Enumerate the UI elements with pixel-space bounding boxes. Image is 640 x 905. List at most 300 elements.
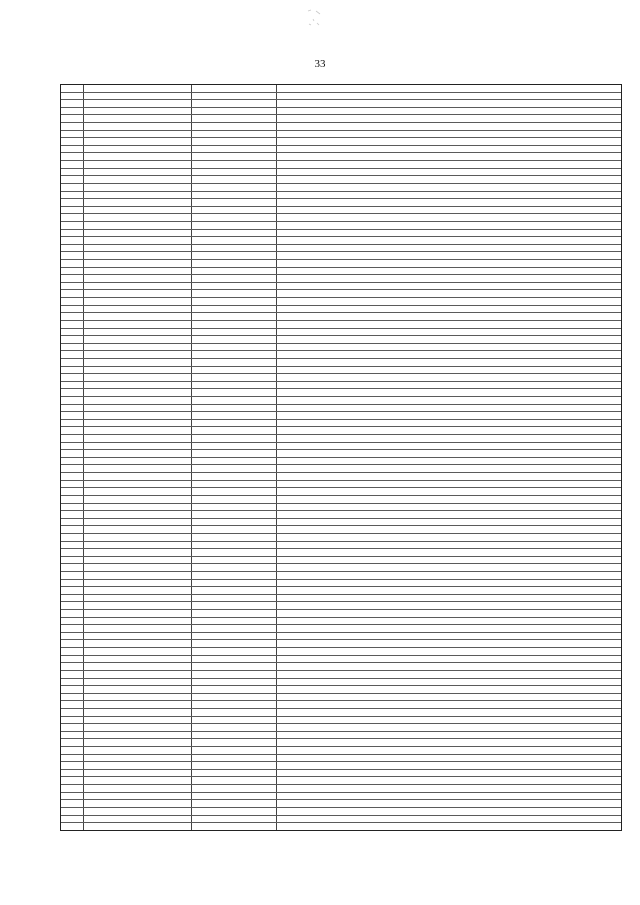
table-cell: [192, 93, 277, 100]
table-cell: [61, 351, 84, 358]
table-cell: [61, 237, 84, 244]
table-cell: [192, 389, 277, 396]
table-cell: [61, 123, 84, 130]
table-cell: [192, 374, 277, 381]
table-cell: [61, 526, 84, 533]
table-cell: [61, 131, 84, 138]
table-cell: [84, 686, 192, 693]
table-cell: [192, 199, 277, 206]
table-cell: [61, 138, 84, 145]
table-row: [61, 618, 621, 626]
table-row: [61, 252, 621, 260]
table-cell: [84, 526, 192, 533]
table-cell: [84, 625, 192, 632]
table-row: [61, 732, 621, 740]
table-cell: [84, 374, 192, 381]
table-cell: [61, 336, 84, 343]
table-row: [61, 123, 621, 131]
table-cell: [84, 427, 192, 434]
table-cell: [84, 793, 192, 800]
table-row: [61, 770, 621, 778]
table-row: [61, 298, 621, 306]
table-cell: [61, 161, 84, 168]
table-cell: [192, 214, 277, 221]
table-cell: [84, 549, 192, 556]
table-cell: [277, 580, 621, 587]
table-row: [61, 564, 621, 572]
table-cell: [84, 298, 192, 305]
table-cell: [277, 283, 621, 290]
table-row: [61, 443, 621, 451]
table-cell: [61, 816, 84, 823]
table-cell: [192, 686, 277, 693]
table-cell: [84, 755, 192, 762]
table-cell: [192, 108, 277, 115]
table-cell: [192, 237, 277, 244]
table-cell: [84, 542, 192, 549]
table-cell: [84, 656, 192, 663]
table-cell: [84, 724, 192, 731]
table-cell: [192, 443, 277, 450]
table-row: [61, 724, 621, 732]
table-cell: [84, 633, 192, 640]
table-row: [61, 389, 621, 397]
table-cell: [61, 732, 84, 739]
table-cell: [277, 252, 621, 259]
table-cell: [192, 671, 277, 678]
table-cell: [192, 694, 277, 701]
table-row: [61, 450, 621, 458]
table-cell: [277, 816, 621, 823]
table-row: [61, 108, 621, 116]
table-cell: [84, 663, 192, 670]
table-cell: [192, 367, 277, 374]
table-row: [61, 192, 621, 200]
table-cell: [277, 313, 621, 320]
table-cell: [84, 671, 192, 678]
table-row: [61, 207, 621, 215]
table-cell: [192, 618, 277, 625]
table-cell: [277, 93, 621, 100]
table-row: [61, 496, 621, 504]
table-cell: [277, 169, 621, 176]
table-cell: [84, 580, 192, 587]
table-row: [61, 420, 621, 428]
table-cell: [277, 290, 621, 297]
table-cell: [61, 329, 84, 336]
table-cell: [61, 625, 84, 632]
table-row: [61, 800, 621, 808]
table-cell: [84, 230, 192, 237]
table-row: [61, 344, 621, 352]
table-row: [61, 808, 621, 816]
table-cell: [61, 298, 84, 305]
table-cell: [84, 108, 192, 115]
table-row: [61, 717, 621, 725]
table-cell: [277, 435, 621, 442]
table-cell: [192, 420, 277, 427]
table-cell: [277, 511, 621, 518]
table-cell: [192, 290, 277, 297]
table-cell: [192, 321, 277, 328]
table-cell: [192, 755, 277, 762]
table-cell: [61, 633, 84, 640]
table-cell: [277, 542, 621, 549]
table-cell: [192, 450, 277, 457]
table-cell: [277, 755, 621, 762]
table-row: [61, 488, 621, 496]
table-cell: [84, 260, 192, 267]
table-row: [61, 351, 621, 359]
table-cell: [84, 808, 192, 815]
table-cell: [277, 777, 621, 784]
table-cell: [61, 420, 84, 427]
table-row: [61, 336, 621, 344]
table-cell: [61, 808, 84, 815]
table-cell: [61, 587, 84, 594]
table-cell: [61, 115, 84, 122]
table-cell: [61, 214, 84, 221]
table-row: [61, 115, 621, 123]
table-row: [61, 793, 621, 801]
table-row: [61, 595, 621, 603]
table-cell: [61, 252, 84, 259]
table-cell: [84, 367, 192, 374]
table-row: [61, 275, 621, 283]
table-cell: [277, 199, 621, 206]
table-cell: [61, 686, 84, 693]
table-cell: [277, 549, 621, 556]
table-cell: [61, 557, 84, 564]
table-row: [61, 762, 621, 770]
table-cell: [84, 465, 192, 472]
table-cell: [61, 374, 84, 381]
table-cell: [277, 222, 621, 229]
table-cell: [192, 169, 277, 176]
table-row: [61, 93, 621, 101]
table-row: [61, 785, 621, 793]
table-cell: [277, 374, 621, 381]
table-cell: [84, 648, 192, 655]
table-cell: [84, 100, 192, 107]
table-cell: [192, 481, 277, 488]
table-cell: [61, 663, 84, 670]
table-cell: [277, 131, 621, 138]
table-cell: [277, 709, 621, 716]
table-cell: [84, 511, 192, 518]
table-cell: [192, 519, 277, 526]
table-cell: [192, 465, 277, 472]
table-cell: [84, 153, 192, 160]
table-cell: [192, 816, 277, 823]
table-cell: [61, 640, 84, 647]
table-cell: [84, 329, 192, 336]
table-cell: [192, 572, 277, 579]
table-cell: [84, 443, 192, 450]
table-row: [61, 176, 621, 184]
table-cell: [192, 549, 277, 556]
table-cell: [61, 222, 84, 229]
table-cell: [192, 184, 277, 191]
table-cell: [84, 534, 192, 541]
table-cell: [61, 344, 84, 351]
table-cell: [61, 93, 84, 100]
table-cell: [277, 496, 621, 503]
table-cell: [61, 747, 84, 754]
table-row: [61, 359, 621, 367]
table-cell: [192, 602, 277, 609]
table-cell: [61, 367, 84, 374]
table-cell: [277, 526, 621, 533]
table-cell: [61, 146, 84, 153]
table-cell: [192, 275, 277, 282]
table-cell: [84, 770, 192, 777]
table-cell: [61, 504, 84, 511]
table-cell: [84, 275, 192, 282]
table-cell: [84, 389, 192, 396]
data-table: [60, 84, 622, 831]
table-cell: [84, 268, 192, 275]
table-cell: [192, 222, 277, 229]
table-cell: [277, 633, 621, 640]
table-cell: [192, 336, 277, 343]
table-cell: [61, 382, 84, 389]
table-row: [61, 199, 621, 207]
table-cell: [84, 488, 192, 495]
table-cell: [84, 701, 192, 708]
table-cell: [61, 465, 84, 472]
table-row: [61, 290, 621, 298]
table-cell: [61, 709, 84, 716]
table-cell: [192, 511, 277, 518]
table-cell: [277, 382, 621, 389]
table-cell: [84, 146, 192, 153]
table-cell: [61, 739, 84, 746]
table-cell: [277, 420, 621, 427]
table-cell: [192, 534, 277, 541]
table-cell: [84, 473, 192, 480]
table-cell: [277, 686, 621, 693]
table-cell: [192, 306, 277, 313]
table-cell: [61, 275, 84, 282]
table-cell: [84, 777, 192, 784]
table-cell: [61, 762, 84, 769]
table-row: [61, 640, 621, 648]
table-cell: [84, 306, 192, 313]
table-row: [61, 237, 621, 245]
table-cell: [84, 458, 192, 465]
table-row: [61, 85, 621, 93]
table-cell: [84, 747, 192, 754]
table-row: [61, 427, 621, 435]
table-cell: [84, 717, 192, 724]
table-cell: [84, 344, 192, 351]
table-cell: [192, 207, 277, 214]
table-cell: [61, 793, 84, 800]
table-cell: [61, 169, 84, 176]
table-cell: [192, 115, 277, 122]
table-row: [61, 435, 621, 443]
table-cell: [277, 146, 621, 153]
table-cell: [84, 85, 192, 92]
table-cell: [192, 823, 277, 830]
table-cell: [192, 412, 277, 419]
table-row: [61, 412, 621, 420]
table-cell: [277, 770, 621, 777]
table-cell: [61, 755, 84, 762]
table-row: [61, 306, 621, 314]
table-row: [61, 534, 621, 542]
table-cell: [192, 633, 277, 640]
table-cell: [192, 747, 277, 754]
table-row: [61, 458, 621, 466]
table-cell: [84, 131, 192, 138]
table-cell: [84, 313, 192, 320]
table-cell: [61, 572, 84, 579]
table-cell: [277, 123, 621, 130]
table-cell: [192, 123, 277, 130]
table-row: [61, 755, 621, 763]
table-cell: [61, 108, 84, 115]
table-row: [61, 686, 621, 694]
table-row: [61, 131, 621, 139]
table-cell: [61, 435, 84, 442]
table-cell: [61, 184, 84, 191]
table-cell: [84, 694, 192, 701]
table-cell: [84, 237, 192, 244]
table-cell: [192, 382, 277, 389]
table-cell: [84, 595, 192, 602]
table-cell: [84, 618, 192, 625]
table-cell: [61, 427, 84, 434]
table-row: [61, 679, 621, 687]
table-cell: [192, 770, 277, 777]
table-cell: [61, 389, 84, 396]
table-cell: [192, 564, 277, 571]
table-row: [61, 587, 621, 595]
table-cell: [84, 679, 192, 686]
table-cell: [84, 816, 192, 823]
table-cell: [61, 230, 84, 237]
table-cell: [192, 504, 277, 511]
table-cell: [277, 793, 621, 800]
table-cell: [277, 724, 621, 731]
table-cell: [84, 602, 192, 609]
table-cell: [192, 252, 277, 259]
table-row: [61, 184, 621, 192]
table-cell: [192, 808, 277, 815]
table-row: [61, 709, 621, 717]
table-cell: [277, 443, 621, 450]
table-cell: [277, 115, 621, 122]
page-number: 33: [314, 58, 326, 70]
table-row: [61, 526, 621, 534]
table-cell: [277, 207, 621, 214]
table-cell: [84, 252, 192, 259]
table-cell: [277, 640, 621, 647]
table-cell: [192, 762, 277, 769]
table-cell: [84, 123, 192, 130]
table-cell: [277, 405, 621, 412]
table-cell: [277, 153, 621, 160]
table-cell: [277, 230, 621, 237]
table-cell: [192, 648, 277, 655]
table-cell: [61, 290, 84, 297]
table-row: [61, 260, 621, 268]
table-cell: [192, 557, 277, 564]
table-cell: [277, 648, 621, 655]
table-cell: [192, 405, 277, 412]
table-cell: [277, 663, 621, 670]
table-cell: [277, 602, 621, 609]
table-cell: [84, 587, 192, 594]
table-cell: [61, 192, 84, 199]
table-cell: [277, 488, 621, 495]
table-cell: [61, 473, 84, 480]
table-cell: [61, 306, 84, 313]
table-row: [61, 268, 621, 276]
table-cell: [277, 610, 621, 617]
table-cell: [277, 389, 621, 396]
table-cell: [192, 85, 277, 92]
table-cell: [277, 85, 621, 92]
table-cell: [277, 176, 621, 183]
table-cell: [84, 336, 192, 343]
table-cell: [61, 458, 84, 465]
table-cell: [61, 488, 84, 495]
table-cell: [84, 519, 192, 526]
table-cell: [84, 739, 192, 746]
table-cell: [84, 382, 192, 389]
table-cell: [277, 808, 621, 815]
table-row: [61, 214, 621, 222]
table-cell: [61, 199, 84, 206]
table-cell: [61, 770, 84, 777]
table-row: [61, 100, 621, 108]
table-cell: [277, 275, 621, 282]
table-cell: [192, 580, 277, 587]
table-cell: [277, 701, 621, 708]
table-cell: [61, 412, 84, 419]
table-cell: [192, 230, 277, 237]
table-cell: [277, 214, 621, 221]
table-cell: [192, 427, 277, 434]
table-row: [61, 580, 621, 588]
table-cell: [277, 717, 621, 724]
table-cell: [192, 701, 277, 708]
table-cell: [84, 732, 192, 739]
table-row: [61, 625, 621, 633]
table-cell: [192, 351, 277, 358]
table-cell: [192, 298, 277, 305]
table-cell: [61, 648, 84, 655]
table-row: [61, 739, 621, 747]
table-cell: [192, 329, 277, 336]
table-cell: [192, 458, 277, 465]
table-cell: [61, 580, 84, 587]
table-cell: [277, 587, 621, 594]
table-cell: [61, 496, 84, 503]
table-cell: [61, 671, 84, 678]
table-cell: [277, 298, 621, 305]
table-cell: [61, 542, 84, 549]
table-cell: [84, 161, 192, 168]
table-cell: [192, 473, 277, 480]
table-cell: [61, 207, 84, 214]
table-cell: [277, 656, 621, 663]
table-cell: [84, 283, 192, 290]
table-cell: [277, 397, 621, 404]
